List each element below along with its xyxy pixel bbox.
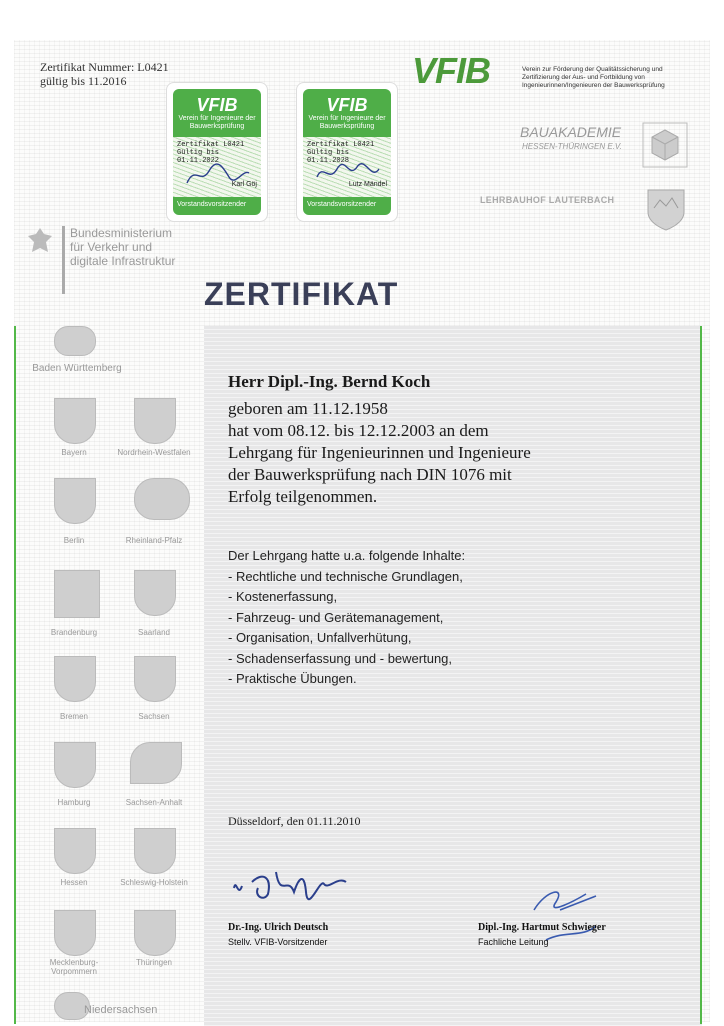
green-border-right: [700, 326, 702, 1024]
seal-cert-info: Zertifikat L0421 Gültig bis 01.11.2028: [307, 141, 375, 165]
lehrbauhof-crest-icon: [646, 188, 686, 232]
lehrbauhof-name: LEHRBAUHOF LAUTERBACH: [480, 195, 615, 205]
state-label: Hessen: [60, 878, 88, 887]
list-item: - Schadenserfassung und - bewertung,: [228, 650, 453, 666]
coat-of-arms-icon: [54, 910, 96, 956]
seal-signer: Karl Göj: [231, 181, 257, 188]
vfib-logo: VFIB: [412, 50, 491, 91]
ministry-name: Bundesministerium für Verkehr und digitale Infrastruktur: [70, 226, 176, 268]
state-label: Sachsen-Anhalt: [125, 798, 183, 807]
state-label: Rheinland-Pfalz: [125, 536, 183, 545]
list-item: - Organisation, Unfallverhütung,: [228, 630, 412, 645]
coat-of-arms-icon: [54, 656, 96, 702]
list-item: - Kostenerfassung,: [228, 589, 338, 604]
seal-role: Vorstandsvorsitzender: [177, 201, 247, 208]
signature-block-right: [478, 922, 606, 947]
state-label: Mecklenburg-Vorpommern: [49, 958, 99, 976]
state-label: Sachsen: [138, 712, 170, 721]
coat-of-arms-icon: [54, 828, 96, 874]
place-date: Düsseldorf, den 01.11.2010: [228, 814, 361, 828]
state-label: Berlin: [63, 536, 85, 545]
signature-icon: [228, 858, 358, 908]
bauakademie-cube-icon: [642, 122, 688, 168]
state-label: Nordrhein-Westfalen: [117, 448, 191, 457]
coat-of-arms-icon: [134, 828, 176, 874]
coat-of-arms-icon: [54, 398, 96, 444]
seal-signer: Lutz Mändel: [348, 181, 387, 188]
state-label: Baden Württemberg: [32, 363, 122, 374]
coat-of-arms-icon: [134, 398, 176, 444]
list-item: - Fahrzeug- und Gerätemanagement,: [228, 609, 444, 625]
certificate-number-block: [40, 60, 169, 88]
seal-cert-info: Zertifikat L0421 Gültig bis 01.11.2022: [177, 141, 245, 165]
list-item: - Praktische Übungen.: [228, 671, 357, 686]
certificate-number: Zertifikat Nummer: L0421: [40, 60, 169, 74]
bauakademie-sub: HESSEN-THÜRINGEN E.V.: [522, 142, 622, 151]
coat-of-arms-icon: [54, 326, 96, 356]
signatory-role: Fachliche Leitung: [478, 937, 549, 947]
ministry-divider: [62, 226, 65, 294]
state-label: Saarland: [137, 628, 171, 637]
certification-seal-2: [296, 82, 398, 222]
course-contents: [228, 546, 465, 690]
state-label: Bremen: [59, 712, 88, 721]
coat-of-arms-icon: [54, 570, 100, 618]
coat-of-arms-icon: [134, 570, 176, 616]
certificate-body: geboren am 11.12.1958 hat vom 08.12. bis 12.12.2003 an dem Lehrgang für Ingenieurinnen und Ingenieure der Bauwerksprüfung nach DIN 1076 mit Erfolg teilgenommen.: [228, 399, 531, 506]
bauakademie-name: BAUAKADEMIE: [520, 124, 622, 140]
contents-intro: Der Lehrgang hatte u.a. folgende Inhalte:: [228, 548, 466, 563]
coat-of-arms-icon: [134, 478, 190, 520]
coat-of-arms-icon: [134, 656, 176, 702]
seal-role: Vorstandsvorsitzender: [307, 201, 377, 208]
coat-of-arms-icon: [134, 910, 176, 956]
state-label: Hamburg: [57, 798, 91, 807]
certificate-validity: gültig bis 11.2016: [40, 74, 127, 88]
state-label: Schleswig-Holstein: [120, 878, 188, 887]
coat-of-arms-icon: [54, 742, 96, 788]
page-title: ZERTIFIKAT: [204, 276, 399, 312]
certification-seal-1: [166, 82, 268, 222]
state-label: Niedersachsen: [84, 1004, 158, 1016]
signature-block-left: [228, 922, 328, 947]
coat-of-arms-icon: [130, 742, 182, 784]
coat-of-arms-icon: [54, 478, 96, 524]
seal-org: Verein für Ingenieure der Bauwerksprüfung: [178, 115, 256, 130]
signatory-name: Dr.-Ing. Ulrich Deutsch: [228, 922, 329, 933]
federal-eagle-icon: [26, 226, 54, 258]
seal-logo: VFIB: [196, 95, 238, 115]
vfib-description: Verein zur Förderung der Qualitätssicherung und Zertifizierung der Aus- und Fortbildung von Ingenieurinnen/Ingenieuren der Bauwerksprüfung: [522, 66, 665, 89]
state-label: Brandenburg: [50, 628, 98, 637]
state-label: Thüringen: [135, 958, 173, 967]
seal-org: Verein für Ingenieure der Bauwerksprüfung: [308, 115, 386, 130]
signatory-name: Dipl.-Ing. Hartmut Schwieger: [478, 922, 606, 933]
green-border-left: [14, 326, 16, 1024]
recipient-name: Herr Dipl.-Ing. Bernd Koch: [228, 372, 431, 391]
state-label: Bayern: [61, 448, 87, 457]
seal-logo: VFIB: [326, 95, 368, 115]
signatory-role: Stellv. VFIB-Vorsitzender: [228, 937, 328, 947]
list-item: - Rechtliche und technische Grundlagen,: [228, 568, 463, 584]
